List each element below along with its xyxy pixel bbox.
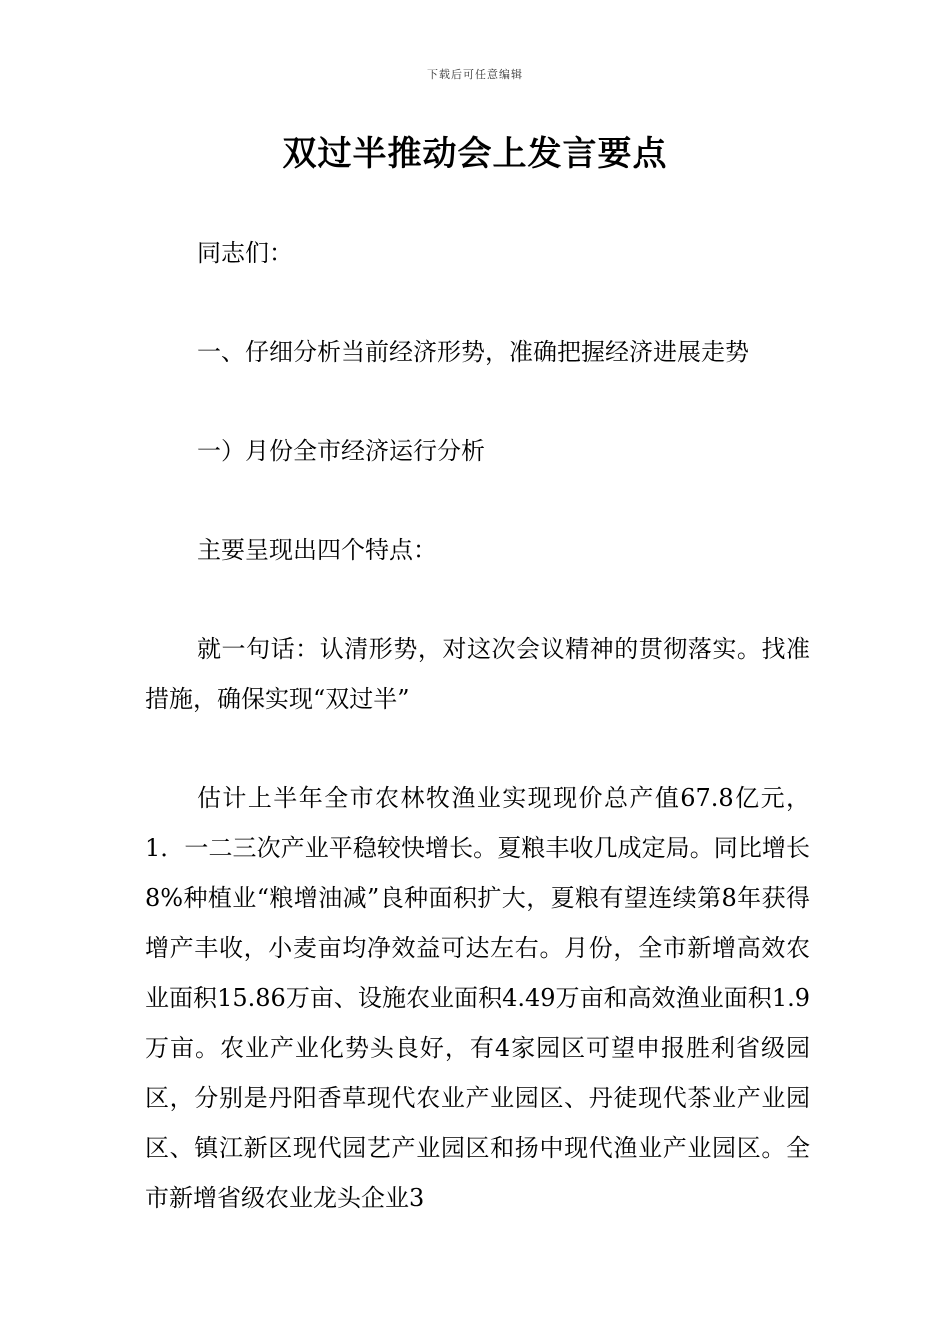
paragraph-subsection-heading: 一）月份全市经济运行分析 xyxy=(197,437,485,465)
paragraph-greeting: 同志们： xyxy=(197,239,293,267)
header-note: 下载后可任意编辑 xyxy=(427,68,523,81)
paragraph-gap xyxy=(145,278,810,327)
paragraph-gap xyxy=(145,476,810,525)
paragraph-agriculture: 估计上半年全市农林牧渔业实现现价总产值67.8亿元，1．一二三次产业平稳较快增长。夏粮丰收几成定局。同比增长8%种植业“粮增油减”良种面积扩大，夏粮有望连续第8年获得增产丰收，小麦亩均净效益可达左右。月份，全市新增高效农业面积15.86万亩、设施农业面积4.49万亩和高效渔业面积1.9万亩。农业产业化势头良好，有4家园区可望申报胜利省级园区，分别是丹阳香草现代农业产业园区、丹徒现代茶业产业园区、镇江新区现代园艺产业园区和扬中现代渔业产业园区。全市新增省级农业龙头企业3 xyxy=(145,784,810,1212)
paragraph-gap xyxy=(145,724,810,773)
paragraph-features-intro: 主要呈现出四个特点： xyxy=(197,536,437,564)
paragraph-gap xyxy=(145,377,810,426)
document-title: 双过半推动会上发言要点 xyxy=(282,134,668,174)
paragraph-section-heading: 一、仔细分析当前经济形势，准确把握经济进展走势 xyxy=(197,338,749,366)
document-body xyxy=(145,228,810,1223)
paragraph-gap xyxy=(145,575,810,624)
paragraph-summary: 就一句话：认清形势，对这次会议精神的贯彻落实。找准措施，确保实现“双过半” xyxy=(145,635,810,713)
